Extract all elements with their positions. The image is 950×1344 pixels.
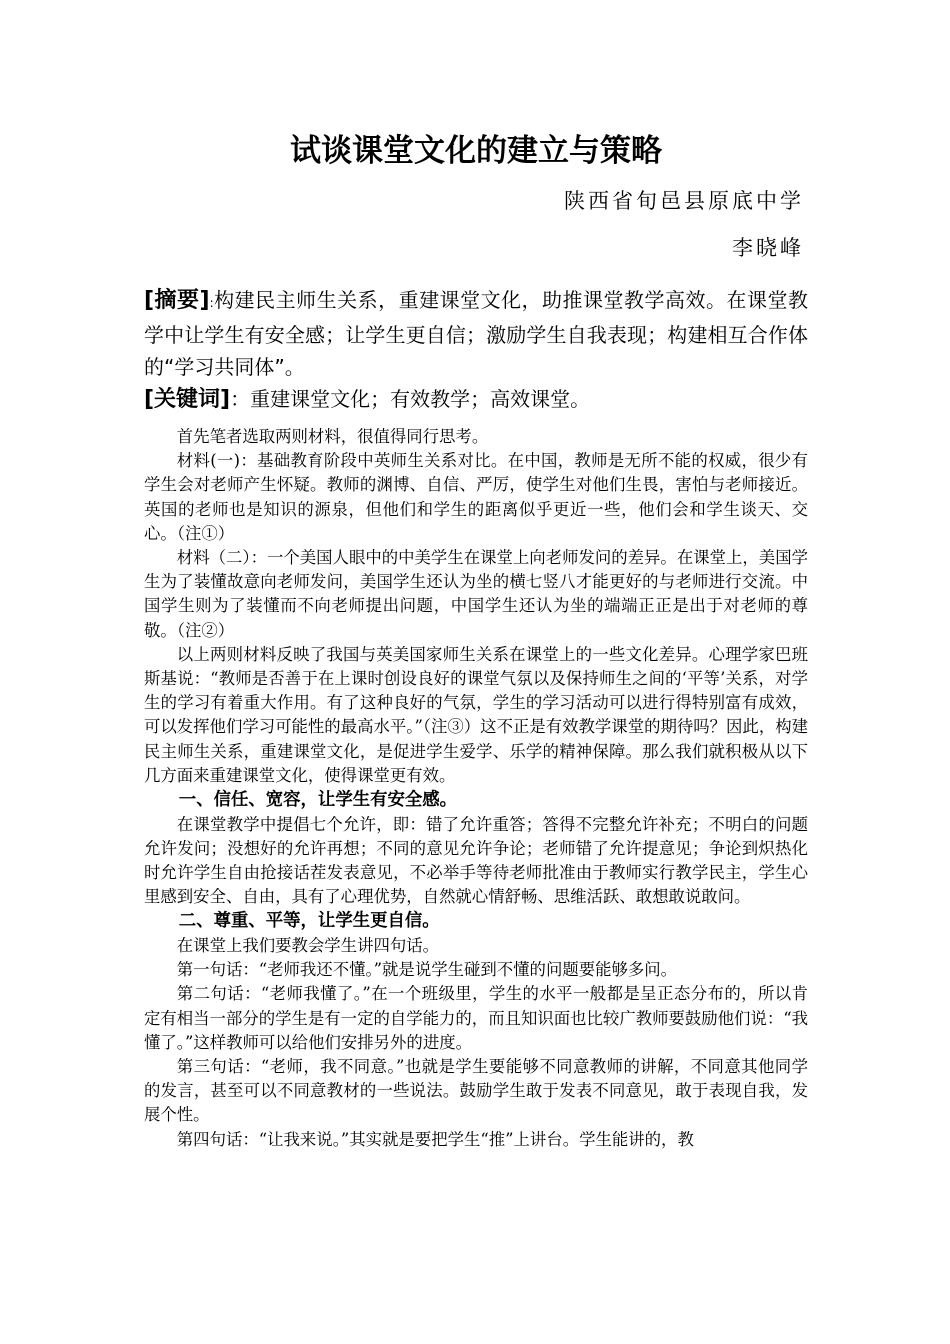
paragraph-material-1: 材料(一)：基础教育阶段中英师生关系对比。在中国，教师是无所不能的权威，很少有学生会对老师产生怀疑。教师的渊博、自信、严厉，使学生对他们生畏，害怕与老师接近。英国的老师也是知识的源泉，但他们和学生的距离似乎更近一些，他们会和学生谈天、交心。（注①） — [144, 451, 808, 543]
keywords — [144, 383, 808, 416]
paragraph-four-sentences: 在课堂上我们要教会学生讲四句话。 — [176, 936, 440, 956]
abstract-text: 构建民主师生关系，重建课堂文化，助推课堂教学高效。在课堂教学中让学生有安全感；让学生更自信；激励学生自我表现；构建相互合作体的“学习共同体”。 — [144, 288, 808, 379]
paragraph-intro: 首先笔者选取两则材料，很值得同行思考。 — [176, 427, 489, 446]
author-affiliation: 陕西省旬邑县原底中学 — [564, 189, 804, 213]
abstract — [144, 284, 808, 383]
paragraph-analysis: 以上两则材料反映了我国与英美国家师生关系在课堂上的一些文化差异。心理学家巴班斯基说：“教师是否善于在上课时创设良好的课堂气氛以及保持师生之间的‘平等’关系，对学生的学习有着重大作用。有了这种良好的气氛，学生的学习活动可以进行得特别富有成效，可以发挥他们学习可能性的最高水平。”（注③）这不正是有效教学课堂的期待吗？因此，构建民主师生关系，重建课堂文化，是促进学生爱学、乐学的精神保障。那么我们就积极从以下几方面来重建课堂文化，使得课堂更有效。 — [144, 644, 808, 785]
paragraph-sentence-2: 第二句话：“老师我懂了。”在一个班级里，学生的水平一般都是呈正态分布的，所以肯定有相当一部分的学生是有一定的自学能力的，而且知识面也比较广教师要鼓励他们说：“我懂了。”这样教师可以给他们安排另外的进度。 — [144, 984, 809, 1052]
author-name: 李晓峰 — [732, 236, 804, 260]
section-heading-1: 一、信任、宽容，让学生有安全感。 — [178, 790, 458, 811]
keywords-label: [关键词] — [144, 387, 231, 412]
document-body — [144, 425, 808, 1152]
section-heading-2: 二、尊重、平等，让学生更自信。 — [178, 911, 440, 932]
paragraph-sentence-4: 第四句话：“让我来说。”其实就是要把学生“推”上讲台。学生能讲的，教 — [176, 1129, 694, 1149]
paragraph-material-2: 材料（二）：一个美国人眼中的中美学生在课堂上向老师发问的差异。在课堂上，美国学生为了装懂故意向老师发问，美国学生还认为坐的横七竖八才能更好的与老师进行交流。中国学生则为了装懂而不向老师提出问题，中国学生还认为坐的端端正正是出于对老师的尊敬。（注②） — [144, 548, 808, 640]
paragraph-sentence-3: 第三句话：“老师，我不同意。”也就是学生要能够不同意教师的讲解，不同意其他同学的发言，甚至可以不同意教材的一些说法。鼓励学生敢于发表不同意见，敢于表现自我，发展个性。 — [144, 1057, 808, 1125]
document-title: 试谈课堂文化的建立与策略 — [290, 133, 662, 169]
keywords-text: ：重建课堂文化；有效教学；高效课堂。 — [230, 387, 591, 411]
paragraph-section-1: 在课堂教学中提倡七个允许，即：错了允许重答；答得不完整允许补充；不明白的问题允许发问；没想好的允许再想；不同的意见允许争论；老师错了允许提意见；争论到炽热化时允许学生自由抢接话茬发表意见，不必举手等待老师批准由于教师实行教学民主，学生心里感到安全、自由，具有了心理优势，自然就心情舒畅、思维活跃、敢想敢说敢问。 — [144, 814, 808, 907]
paragraph-sentence-1: 第一句话：“老师我还不懂。”就是说学生碰到不懂的问题要能够多问。 — [176, 960, 678, 980]
abstract-colon: : — [209, 296, 214, 310]
abstract-label: [摘要] — [144, 288, 210, 313]
